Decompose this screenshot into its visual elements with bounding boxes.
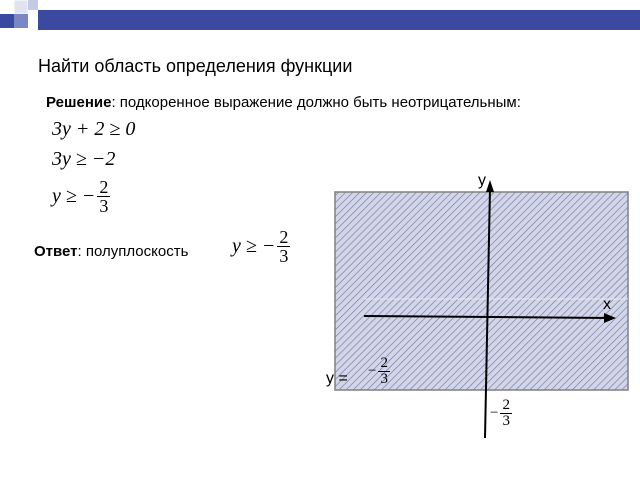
answer-numerator: 2	[279, 227, 289, 247]
boundary-fraction	[378, 356, 390, 387]
solution-label: Решение	[46, 94, 112, 111]
tick-fraction	[500, 398, 512, 429]
boundary-minus: −	[368, 363, 377, 379]
boundary-label-text: y =	[326, 370, 348, 387]
boundary-label	[326, 370, 348, 388]
step-3-lhs: y ≥ −	[52, 185, 96, 207]
tick-minus: −	[490, 405, 499, 421]
solution-text: : подкоренное выражение должно быть неотрицательным:	[111, 94, 521, 111]
step-3-denominator: 3	[99, 196, 109, 216]
tick-numerator: 2	[502, 397, 510, 413]
y-axis-label: y	[478, 172, 486, 189]
answer-label: Ответ	[34, 243, 78, 260]
boundary-numerator: 2	[380, 355, 388, 371]
boundary-denominator: 3	[380, 371, 388, 387]
y-axis-arrow	[486, 180, 494, 192]
answer-denominator: 3	[279, 246, 289, 266]
x-axis-label: x	[603, 296, 611, 313]
answer-text: : полуплоскость	[77, 243, 189, 260]
axis-tick-value	[490, 398, 512, 429]
step-equation-2: 3y ≥ −2	[52, 148, 116, 170]
slide-title: Найти область определения функции	[38, 56, 353, 76]
step-3-numerator: 2	[99, 177, 109, 197]
boundary-value	[368, 356, 390, 387]
tick-denominator: 3	[502, 413, 510, 429]
step-equation-1: 3y + 2 ≥ 0	[52, 118, 136, 140]
answer-lhs: y ≥ −	[232, 235, 276, 257]
